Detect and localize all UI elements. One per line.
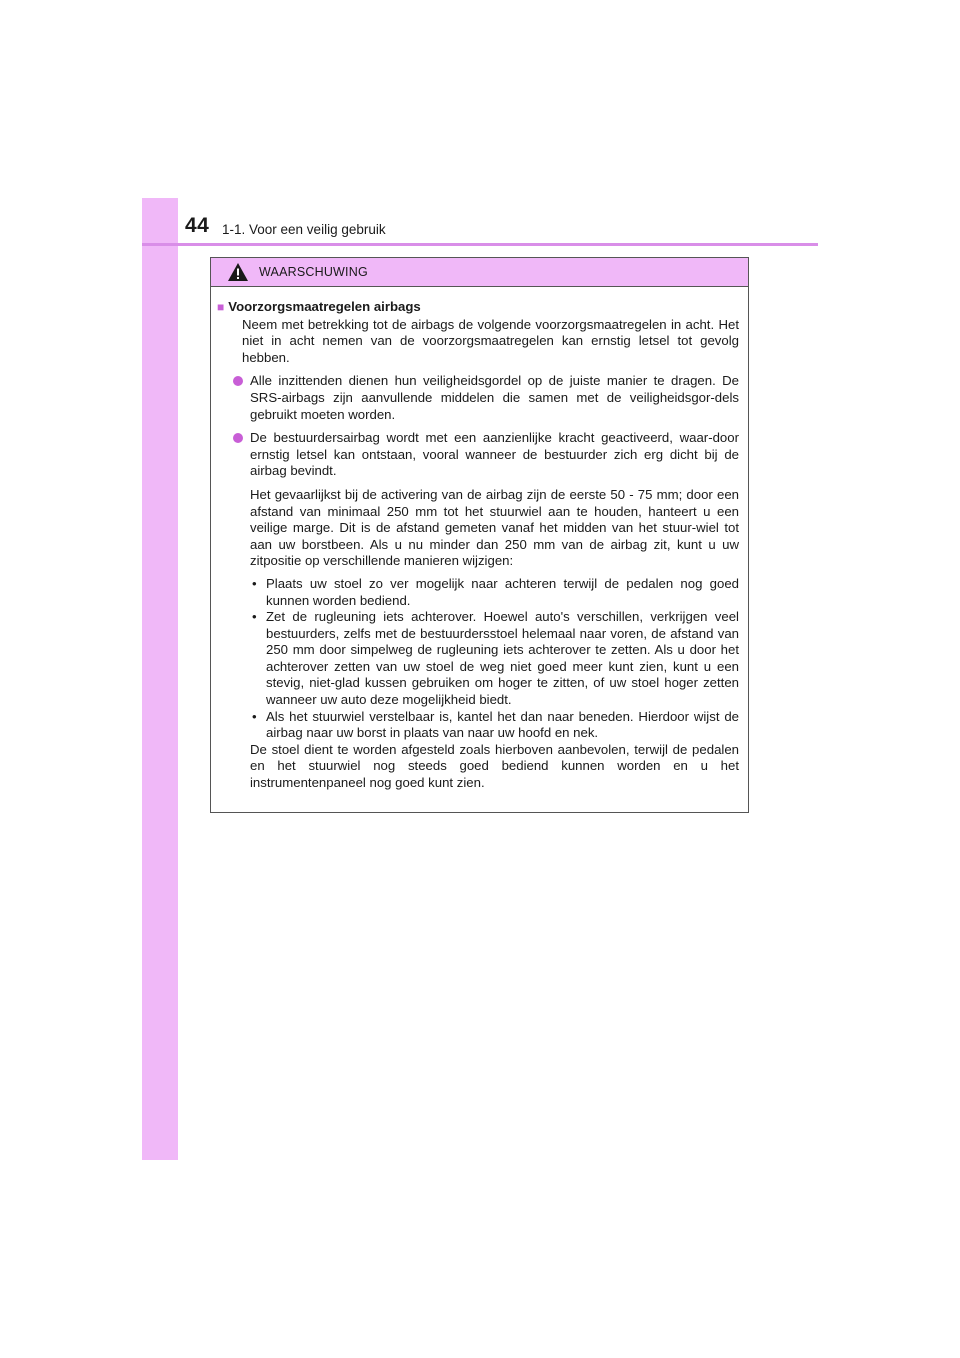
- small-bullet-icon: •: [252, 609, 257, 625]
- sub-list-item-text: Zet de rugleuning iets achterover. Hoewel auto's verschillen, verkrijgen veel bestuurders, zelfs met de bestuurdersstoel helemaal naar voren, de afstand van 250 mm door simpelweg de rugleuning iets achterover te zetten. Als u door het achterover zetten van uw stoel de weg niet goed meer kunt zien, kunt u een stevig, niet-glad kussen gebruiken om hoger te zitten, of uw stoel hoger zetten wanneer uw auto deze mogelijkheid biedt.: [266, 609, 739, 708]
- warning-closing: De stoel dient te worden afgesteld zoals hierboven aanbevolen, terwijl de pedalen en het stuurwiel nog steeds goed bediend kunnen worden en u het instrumentenpaneel nog goed kunt zien.: [250, 741, 739, 791]
- circle-bullet-icon: [233, 433, 243, 443]
- warning-heading: [217, 299, 739, 316]
- sub-list-item: [250, 609, 739, 709]
- sub-list-item: [250, 576, 739, 609]
- warning-intro: Neem met betrekking tot de airbags de volgende voorzorgsmaatregelen in acht. Het niet in acht nemen van de voorzorgsmaatregelen kan ernstig letsel tot gevolg hebben.: [242, 316, 739, 365]
- page-number: 44: [185, 214, 210, 237]
- header-divider: [142, 243, 818, 246]
- list-item-text: Alle inzittenden dienen hun veiligheidsgordel op de juiste manier te dragen. De SRS-airbags zijn aanvullende middelen die samen met de veiligheidsgor-dels gebruikt moeten worden.: [250, 373, 739, 422]
- small-bullet-icon: •: [252, 575, 257, 591]
- sub-list: [250, 576, 739, 742]
- warning-detail: Het gevaarlijkst bij de activering van de airbag zijn de eerste 50 - 75 mm; door een afstand van minimaal 250 mm tot het stuurwiel aan te houden, hanteert u een veilige marge. Dit is de afstand gemeten vanaf het midden van het stuur-wiel tot aan uw borstbeen. Als u nu minder dan 250 mm van de airbag zit, kunt u uw zitpositie op verschillende manieren wijzigen:: [250, 486, 739, 569]
- warning-box: [210, 257, 749, 813]
- warning-body: [211, 287, 748, 792]
- warning-heading-text: Voorzorgsmaatregelen airbags: [228, 299, 421, 314]
- square-bullet-icon: ■: [217, 300, 225, 314]
- sub-list-item-text: Als het stuurwiel verstelbaar is, kantel het dan naar beneden. Hierdoor wijst de airbag naar uw borst in plaats van naar uw hoofd en nek.: [266, 708, 739, 741]
- sub-list-item-text: Plaats uw stoel zo ver mogelijk naar achteren terwijl de pedalen nog goed kunnen worden bediend.: [266, 575, 739, 608]
- circle-bullet-icon: [233, 376, 243, 386]
- warning-header: [211, 258, 748, 287]
- warning-title: WAARSCHUWING: [259, 265, 368, 279]
- list-item-text: De bestuurdersairbag wordt met een aanzienlijke kracht geactiveerd, waar-door ernstig letsel kan ontstaan, vooral wanneer de bestuurder zich erg dicht bij de airbag bevindt.: [250, 430, 739, 479]
- chapter-side-tab: [142, 198, 178, 1160]
- sub-list-item: [250, 709, 739, 742]
- section-title: 1-1. Voor een veilig gebruik: [222, 222, 386, 237]
- warning-triangle-icon: [227, 262, 249, 282]
- list-item: [217, 430, 739, 480]
- small-bullet-icon: •: [252, 708, 257, 724]
- list-item: [217, 373, 739, 423]
